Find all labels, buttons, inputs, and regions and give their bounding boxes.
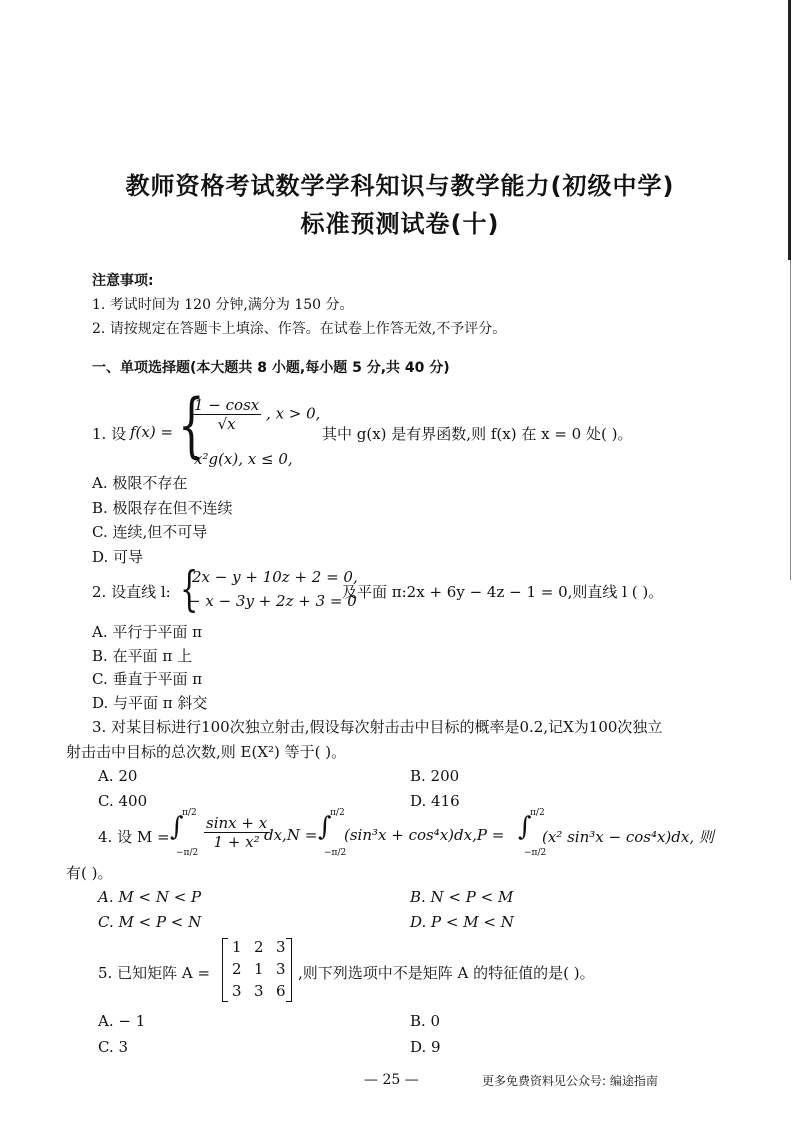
notice-item-1: 1. 考试时间为 120 分钟,满分为 150 分。 xyxy=(92,297,354,313)
q3-option-d: D. 416 xyxy=(410,792,460,810)
q4-option-c: C. M < P < N xyxy=(98,913,202,931)
q5-matrix-right-bracket xyxy=(286,938,292,1002)
exam-title-line1: 教师资格考试数学学科知识与教学能力(初级中学) xyxy=(125,172,675,200)
q5-matrix-left-bracket xyxy=(222,938,228,1002)
q2-prefix: 2. 设直线 l: xyxy=(92,583,171,601)
q2-brace: { xyxy=(180,561,199,617)
q1-option-b: B. 极限存在但不连续 xyxy=(92,499,233,517)
q5-matrix-cell: 1 xyxy=(232,938,242,956)
page-number: — 25 — xyxy=(364,1072,419,1088)
q4-m-tail: dx,N = xyxy=(264,826,318,844)
q5-matrix-cell: 1 xyxy=(254,960,264,978)
q1-option-c: C. 连续,但不可导 xyxy=(92,523,208,541)
section1-heading: 一、单项选择题(本大题共 8 小题,每小题 5 分,共 40 分) xyxy=(92,360,450,376)
q2-option-c: C. 垂直于平面 π xyxy=(92,670,203,688)
q1-case2: x²g(x), x ≤ 0, xyxy=(194,450,293,468)
q4-lower-m: −π/2 xyxy=(176,848,199,858)
q1-option-a: A. 极限不存在 xyxy=(92,474,188,492)
q5-prefix: 5. 已知矩阵 A = xyxy=(98,964,211,982)
q2-eq1: 2x − y + 10z + 2 = 0, xyxy=(192,568,358,586)
q1-brace: { xyxy=(178,384,205,466)
q4-m-fraction: $\frac{\sin x + x}{\text{1 + x²}}$ xyxy=(206,814,268,851)
q1-prefix: 1. 设 xyxy=(92,425,127,443)
q4-upper-p: π/2 xyxy=(530,808,545,818)
q4-integral-p: ∫ xyxy=(518,812,532,842)
q4-integral-n: ∫ xyxy=(318,812,332,842)
q5-option-c: C. 3 xyxy=(98,1038,129,1056)
q1-case1: $\frac{1 - \cos x}{√x}$ , x > 0, xyxy=(194,396,321,433)
q5-option-d: D. 9 xyxy=(410,1038,441,1056)
q1-suffix: 其中 g(x) 是有界函数,则 f(x) 在 x = 0 处( )。 xyxy=(322,425,633,443)
page-spine-line-lower xyxy=(790,260,791,580)
q3-line2: 射击击中目标的总次数,则 E(X²) 等于( )。 xyxy=(66,743,347,761)
q3-line1: 3. 对某目标进行100次独立射击,假设每次射击击中目标的概率是0.2,记X为100次独立 xyxy=(92,718,663,736)
q4-prefix: 4. 设 M = xyxy=(98,828,170,846)
notice-heading: 注意事项: xyxy=(92,273,154,289)
q4-n-body: (sin³x + cos⁴x)dx,P = xyxy=(344,826,505,844)
q4-line2: 有( )。 xyxy=(66,864,113,882)
q2-option-b: B. 在平面 π 上 xyxy=(92,647,192,665)
q1-fx: f(x) = xyxy=(130,423,174,441)
q4-p-body: (x² sin³x − cos⁴x)dx, 则 xyxy=(542,828,714,846)
q5-matrix-cell: 2 xyxy=(254,938,264,956)
q2-eq2: − x − 3y + 2z + 3 = 0 xyxy=(188,592,357,610)
q5-matrix-cell: 3 xyxy=(254,982,264,1000)
exam-title-line2: 标准预测试卷(十) xyxy=(300,210,500,238)
notice-item-2: 2. 请按规定在答题卡上填涂、作答。在试卷上作答无效,不予评分。 xyxy=(92,321,507,337)
q2-option-d: D. 与平面 π 斜交 xyxy=(92,694,208,712)
q5-matrix-cell: 2 xyxy=(232,960,242,978)
q5-matrix-cell: 6 xyxy=(276,982,286,1000)
q5-matrix-cell: 3 xyxy=(276,938,286,956)
q5-option-b: B. 0 xyxy=(410,1012,441,1030)
q4-option-b: B. N < P < M xyxy=(410,888,514,906)
q2-suffix: 及平面 π:2x + 6y − 4z − 1 = 0,则直线 l ( )。 xyxy=(342,583,664,601)
q5-matrix-cell: 3 xyxy=(276,960,286,978)
q4-upper-n: π/2 xyxy=(330,808,345,818)
q4-option-a: A. M < N < P xyxy=(98,888,202,906)
q4-lower-p: −π/2 xyxy=(524,848,547,858)
q4-lower-n: −π/2 xyxy=(324,848,347,858)
q3-option-b: B. 200 xyxy=(410,767,460,785)
footer-note: 更多免费资料见公众号: 编途指南 xyxy=(482,1074,658,1088)
q5-option-a: A. − 1 xyxy=(98,1012,146,1030)
q4-upper-m: π/2 xyxy=(182,808,197,818)
q4-option-d: D. P < M < N xyxy=(410,913,514,931)
q3-option-a: A. 20 xyxy=(98,767,138,785)
q5-suffix: ,则下列选项中不是矩阵 A 的特征值的是( )。 xyxy=(298,964,595,982)
q1-option-d: D. 可导 xyxy=(92,548,144,566)
q2-option-a: A. 平行于平面 π xyxy=(92,623,202,641)
q3-option-c: C. 400 xyxy=(98,792,148,810)
q5-matrix-cell: 3 xyxy=(232,982,242,1000)
q4-integral-m: ∫ xyxy=(170,812,184,842)
